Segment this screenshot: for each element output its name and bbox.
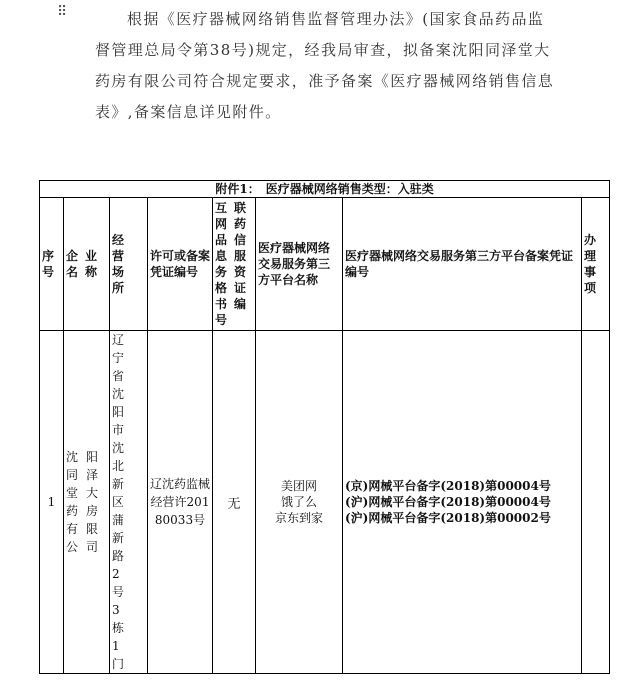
cell-license: 辽沈药监械经营许20180033号 [148,331,213,674]
cell-premises: 辽宁省沈阳市沈北新区蒲新路2号3栋1门 [110,331,148,674]
filing-number: (沪)网械平台备字(2018)第00002号 [345,511,551,525]
header-seq: 序号 [40,198,64,331]
cell-seq: 1 [40,331,64,674]
platform-name: 饿了么 [280,495,317,509]
table-title: 附件1： 医疗器械网络销售类型：入驻类 [40,181,610,198]
notice-text: 根据《医疗器械网络销售监督管理办法》(国家食品药品监督管理总局令第38号)规定，经我局审查，拟备案沈阳同泽堂大药房有限公司符合规定要求，准予备案《医疗器械网络销售信息表》,备案信息详见附件。 [95,10,555,121]
header-premises: 经营场所 [110,198,148,331]
cell-internet-cert: 无 [213,331,256,674]
platform-name: 美团网 [280,479,317,493]
header-platform-filing: 医疗器械网络交易服务第三方平台备案凭证编号 [343,198,582,331]
header-license: 许可或备案凭证编号 [148,198,213,331]
platform-name: 京东到家 [274,511,323,525]
header-matters: 办理事项 [582,198,610,331]
header-internet-cert: 互联网药品信息服务资格证书编号 [213,198,256,331]
cell-filings [343,331,582,674]
notice-paragraph [95,4,555,128]
cell-company: 沈阳同泽堂大药房有限公司 [64,331,110,674]
header-company: 企业名称 [64,198,110,331]
cell-platforms [256,331,343,674]
cell-matters [582,331,610,674]
header-platform-name: 医疗器械网络交易服务第三方平台名称 [256,198,343,331]
attachment-table [39,180,610,674]
filing-number: (沪)网械平台备字(2018)第00004号 [345,495,551,509]
table-row [40,331,610,674]
drag-handle-icon[interactable]: ⠿ [57,4,66,20]
filing-number: (京)网械平台备字(2018)第00004号 [345,479,551,493]
